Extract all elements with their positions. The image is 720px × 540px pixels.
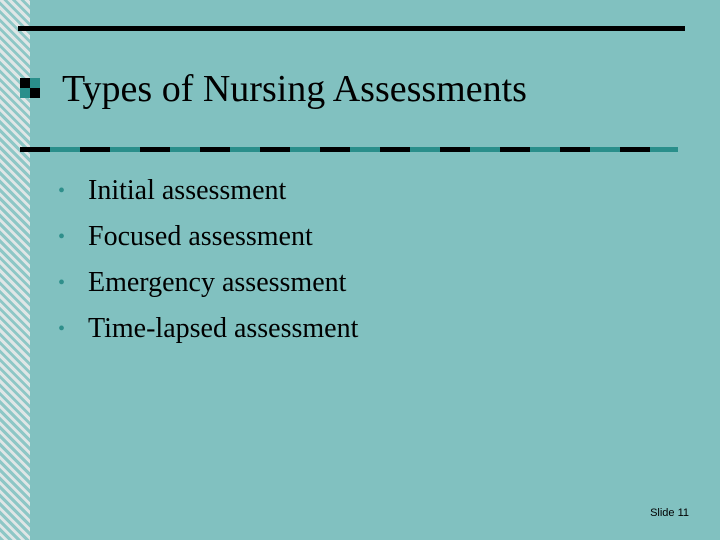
title-marker-square-top-left (20, 78, 30, 88)
top-rule (18, 26, 685, 31)
bullet-item (58, 168, 358, 214)
bullet-text: Initial assessment (88, 175, 287, 206)
title-marker-square-bottom-right (30, 88, 40, 98)
title-marker-square-top-right (30, 78, 40, 88)
bullet-item (58, 306, 358, 352)
slide-title: Types of Nursing Assessments (62, 68, 527, 110)
round-bullet-icon: • (58, 272, 66, 294)
round-bullet-icon: • (58, 318, 66, 340)
slide-number-footer: Slide 11 (650, 507, 689, 519)
bullet-item (58, 214, 358, 260)
bullet-text: Time-lapsed assessment (88, 313, 359, 344)
round-bullet-icon: • (58, 180, 66, 202)
bullet-item (58, 260, 358, 306)
bullet-text: Emergency assessment (88, 267, 347, 298)
bullet-text: Focused assessment (88, 221, 313, 252)
title-dashed-rule (20, 147, 678, 152)
title-marker-square-bottom-left (20, 88, 30, 98)
bullet-list (58, 168, 358, 352)
round-bullet-icon: • (58, 226, 66, 248)
title-marker-icon (20, 78, 42, 102)
